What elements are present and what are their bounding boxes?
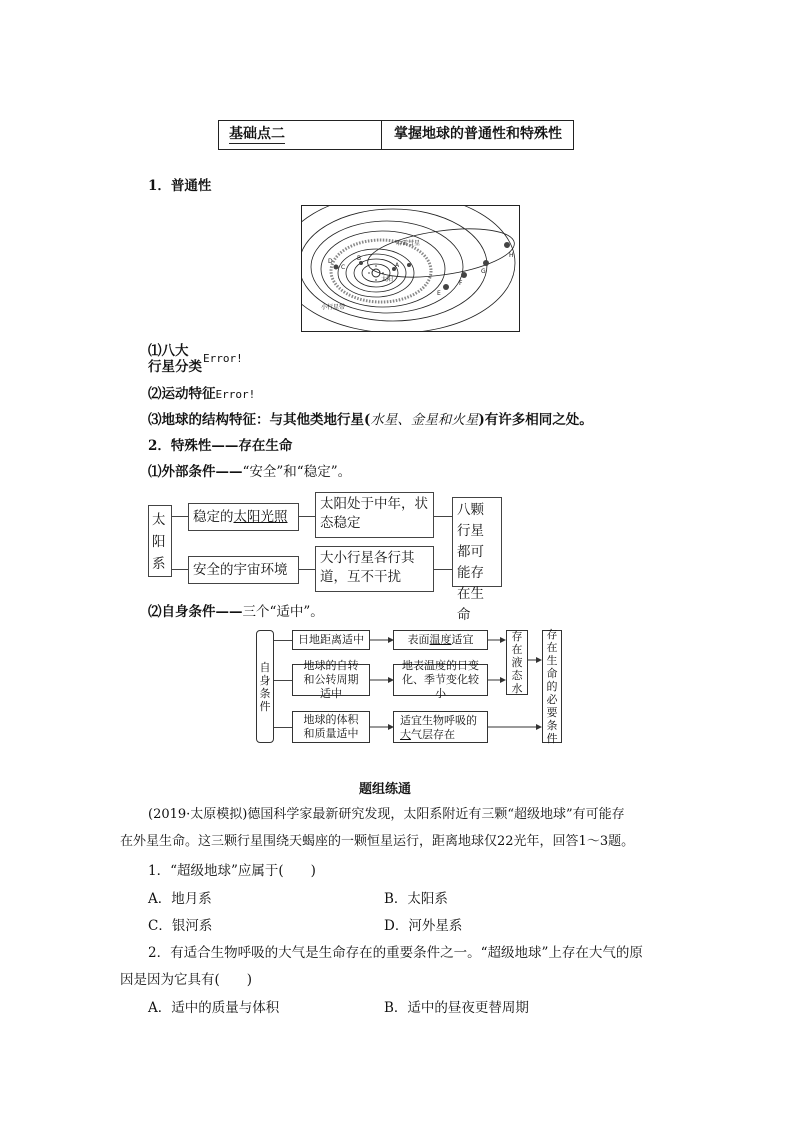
- planet-letter-b: B: [357, 255, 362, 262]
- section-title: 掌握地球的普通性和特殊性: [394, 126, 562, 142]
- practice-intro-line2: 在外星生命。这三颗行星围绕天蝎座的一颗恒星运行，距离地球仅22光年，回答1～3题。: [120, 834, 635, 849]
- item1-error: Error!: [203, 352, 243, 365]
- planet-letter-e: E: [437, 290, 441, 297]
- connector: [299, 569, 315, 570]
- sun-label: 太阳: [381, 276, 394, 283]
- item3-planets: 水星、金星和火星: [370, 412, 479, 428]
- practice-heading: 题组练通: [359, 782, 412, 797]
- connector: [434, 569, 452, 570]
- heading-generality: 1．普通性: [148, 178, 212, 194]
- connector: [274, 680, 292, 681]
- internal-label: ⑵自身条件——: [148, 604, 243, 620]
- heading-specialty: 2．特殊性——存在生命: [148, 438, 293, 454]
- header-divider: [381, 121, 382, 149]
- diag2-water-text: 存在液态水: [511, 630, 523, 695]
- internal-text: 三个“适中”。: [242, 604, 324, 620]
- planet-letter-d: D: [328, 258, 333, 265]
- practice-intro-line1: (2019·太原模拟)德国科学家最新研究发现，太阳系附近有三颗“超级地球”有可能存: [148, 807, 625, 822]
- diag2-root-box: [256, 630, 274, 743]
- q1-option-c[interactable]: C．银河系: [148, 918, 213, 934]
- connector: [274, 640, 292, 641]
- q1-option-b[interactable]: B．太阳系: [384, 891, 448, 907]
- item1-line2: 行星分类: [148, 359, 202, 375]
- diag1-sun-middle-age-box: 太阳处于中年，状态稳定: [315, 492, 434, 538]
- planet-letter-g: G: [481, 268, 486, 275]
- external-text: “安全”和“稳定”。: [242, 464, 352, 480]
- item3-part3: )有许多相同之处。: [478, 412, 593, 428]
- question-2-line1: 2．有适合生物呼吸的大气是生命存在的重要条件之一。“超级地球”上存在大气的原: [148, 945, 643, 961]
- section-header: [218, 120, 574, 150]
- planet-letter-a: A: [395, 262, 400, 269]
- diag2-result-box: [542, 630, 562, 743]
- q2-option-b[interactable]: B．适中的昼夜更替周期: [384, 1000, 529, 1016]
- m3-part1: 适宜生物呼吸的: [400, 714, 477, 727]
- diag2-water-box: [506, 630, 528, 695]
- diag1-safe-environment-box: 安全的宇宙环境: [188, 556, 299, 584]
- m1-part2: 温度: [429, 633, 452, 646]
- diag1-planets-orbit-box: 大小行星各行其道，互不干扰: [315, 546, 434, 592]
- item2-error: Error!: [215, 388, 256, 401]
- asteroid-belt-label: 小行星带: [321, 304, 346, 311]
- external-label: ⑴外部条件——: [148, 464, 243, 480]
- connector: [274, 727, 292, 728]
- item2: [148, 385, 255, 404]
- connector: [172, 516, 188, 517]
- item2-label: ⑵运动特征: [148, 386, 216, 402]
- question-1: 1．“超级地球”应属于( ): [148, 863, 316, 879]
- item3-part1: ⑶地球的结构特征：与其他类地行星(: [148, 412, 371, 428]
- connector: [434, 516, 452, 517]
- diag1-mid1-text: 稳定的: [193, 509, 234, 525]
- planet-letter-f: F: [459, 280, 463, 287]
- q2-option-a[interactable]: A．适中的质量与体积: [148, 1000, 280, 1016]
- planet-letter-h: H: [509, 252, 514, 259]
- m1-part3: 适宜: [451, 633, 474, 646]
- diag1-mid1-underlined: 太阳光照: [233, 509, 288, 525]
- diag1-stable-sunlight-box: [188, 503, 299, 531]
- diag2-volume-box: 地球的体积和质量适中: [292, 711, 370, 743]
- question-2-line2: 因是因为它具有( ): [120, 972, 253, 988]
- connector: [299, 516, 315, 517]
- m1-part1: 表面: [407, 633, 430, 646]
- diag2-result-text: 存在生命的必要条件: [546, 628, 558, 745]
- m3-part2: 大: [400, 728, 411, 741]
- connector: [172, 569, 188, 570]
- external-conditions: [148, 463, 351, 481]
- diag2-root-text: 自身条件: [259, 660, 271, 713]
- item3: [148, 411, 593, 429]
- diag2-distance-box: 日地距离适中: [292, 630, 370, 650]
- internal-conditions: [148, 603, 324, 621]
- q1-option-a[interactable]: A．地月系: [148, 891, 212, 907]
- item1-line1: ⑴八大: [148, 343, 189, 359]
- solar-system-figure: [301, 205, 520, 332]
- diag1-root-box: 太阳系: [148, 505, 172, 577]
- comet-label: 哈雷彗星: [396, 240, 421, 247]
- diag2-surface-temp-box: [393, 630, 488, 650]
- diag2-atmosphere-box: [393, 711, 488, 743]
- section-label: 基础点二: [229, 126, 285, 142]
- diag1-result-box: 八颗行星都可能存在生命: [452, 497, 502, 587]
- m3-part3: 气层存在: [411, 728, 455, 741]
- diag2-temp-change-box: 地表温度的日变化、季节变化较小: [393, 664, 488, 696]
- diag2-rotation-box: 地球的自转和公转周期适中: [292, 664, 370, 696]
- q1-option-d[interactable]: D．河外星系: [384, 918, 463, 934]
- planet-letter-c: C: [341, 264, 346, 271]
